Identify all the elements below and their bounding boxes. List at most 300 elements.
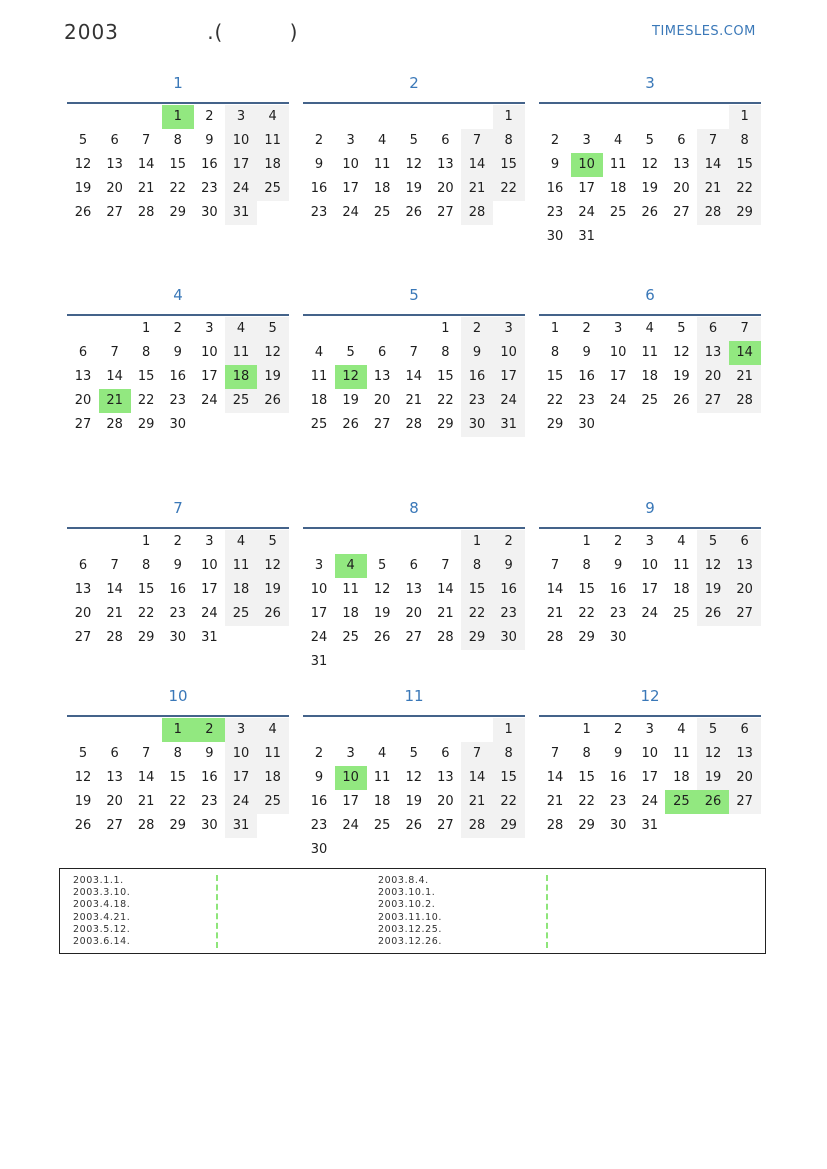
- day-cell: 27: [697, 389, 729, 413]
- month-rule: [303, 715, 525, 717]
- day-cell: 17: [493, 365, 525, 389]
- month-days-grid: [303, 530, 525, 680]
- day-cell: 2: [461, 317, 493, 341]
- day-cell: 11: [373, 770, 391, 785]
- day-cell: 19: [697, 766, 729, 790]
- day-cell: 19: [641, 181, 659, 196]
- month-title: 3: [645, 74, 655, 92]
- month-days-grid: [539, 718, 761, 868]
- day-cell: 28: [137, 205, 155, 220]
- day-cell: 16: [493, 578, 525, 602]
- day-cell: 11: [310, 369, 328, 384]
- day-cell: 2: [173, 534, 182, 549]
- day-cell: 27: [729, 790, 761, 814]
- day-cell: 29: [493, 814, 525, 838]
- day-cell: 27: [437, 205, 454, 220]
- day-cell: 10: [493, 341, 525, 365]
- day-cell: 17: [342, 181, 359, 196]
- day-cell: 23: [493, 602, 525, 626]
- day-cell: 8: [461, 554, 493, 578]
- day-cell: 8: [493, 129, 525, 153]
- day-cell: 30: [169, 417, 187, 432]
- day-cell: 29: [437, 417, 454, 432]
- day-cell: 15: [169, 770, 187, 785]
- holiday-day-cell: 14: [729, 341, 761, 365]
- day-cell: 7: [110, 558, 119, 573]
- day-cell: 22: [578, 794, 595, 809]
- day-cell: 25: [257, 177, 289, 201]
- day-cell: 21: [405, 393, 423, 408]
- day-cell: 19: [74, 794, 92, 809]
- day-cell: 26: [697, 602, 729, 626]
- day-cell: 23: [609, 794, 627, 809]
- day-cell: 22: [578, 606, 595, 621]
- day-cell: 29: [578, 630, 595, 645]
- legend-item: 2003.10.1.: [378, 887, 436, 899]
- day-cell: 10: [225, 129, 257, 153]
- day-cell: 1: [493, 718, 525, 742]
- day-cell: 30: [609, 630, 627, 645]
- month-title: 4: [173, 286, 183, 304]
- day-cell: 5: [645, 133, 654, 148]
- day-cell: 5: [78, 133, 88, 148]
- day-cell: 15: [137, 369, 155, 384]
- day-cell: 23: [201, 794, 218, 809]
- site-logo[interactable]: TIMESLES.COM: [652, 24, 756, 39]
- day-cell: 29: [578, 818, 595, 833]
- day-cell: 4: [225, 317, 257, 341]
- day-cell: 5: [409, 746, 418, 761]
- day-cell: 24: [342, 818, 359, 833]
- day-cell: 19: [697, 578, 729, 602]
- day-cell: 8: [142, 558, 151, 573]
- day-cell: 16: [201, 157, 218, 172]
- day-cell: 1: [493, 105, 525, 129]
- day-cell: 26: [74, 205, 92, 220]
- day-cell: 13: [437, 157, 454, 172]
- legend-item: 2003.12.25.: [378, 923, 443, 935]
- day-cell: 22: [493, 790, 525, 814]
- day-cell: 25: [342, 630, 359, 645]
- day-cell: 21: [546, 606, 564, 621]
- holiday-day-cell: 26: [697, 790, 729, 814]
- day-cell: 18: [225, 578, 257, 602]
- day-cell: 11: [225, 554, 257, 578]
- day-cell: 10: [225, 742, 257, 766]
- day-cell: 21: [137, 181, 155, 196]
- day-cell: 28: [546, 818, 564, 833]
- day-cell: 14: [461, 766, 493, 790]
- day-cell: 15: [493, 153, 525, 177]
- day-cell: 20: [405, 606, 423, 621]
- day-cell: 9: [314, 157, 324, 172]
- legend-column-right: [378, 875, 442, 948]
- day-cell: 5: [677, 321, 686, 336]
- day-cell: 16: [578, 369, 595, 384]
- month-title: 12: [640, 687, 660, 705]
- legend-item: 2003.8.4.: [378, 875, 429, 886]
- day-cell: 20: [673, 181, 690, 196]
- day-cell: 12: [641, 157, 659, 172]
- month-10: [67, 681, 289, 868]
- day-cell: 29: [546, 417, 564, 432]
- day-cell: 13: [74, 582, 92, 597]
- day-cell: 6: [441, 746, 450, 761]
- day-cell: 23: [310, 818, 328, 833]
- day-cell: 30: [546, 229, 564, 244]
- day-cell: 27: [729, 602, 761, 626]
- day-cell: 23: [201, 181, 218, 196]
- day-cell: 25: [673, 606, 690, 621]
- day-cell: 4: [645, 321, 654, 336]
- day-cell: 19: [257, 578, 289, 602]
- day-cell: 24: [609, 393, 627, 408]
- holiday-day-cell: 10: [571, 153, 603, 177]
- day-cell: 6: [441, 133, 450, 148]
- day-cell: 25: [225, 602, 257, 626]
- day-cell: 12: [405, 157, 423, 172]
- legend-column-left: [73, 875, 130, 948]
- day-cell: 12: [405, 770, 423, 785]
- day-cell: 13: [697, 341, 729, 365]
- day-cell: 7: [550, 558, 560, 573]
- day-cell: 19: [405, 181, 423, 196]
- month-title: 8: [409, 499, 419, 517]
- day-cell: 1: [461, 530, 493, 554]
- day-cell: 19: [257, 365, 289, 389]
- day-cell: 1: [142, 321, 151, 336]
- day-cell: 7: [461, 129, 493, 153]
- day-cell: 12: [697, 554, 729, 578]
- day-cell: 12: [74, 770, 92, 785]
- month-4: [67, 280, 289, 467]
- day-cell: 7: [441, 558, 450, 573]
- day-cell: 16: [609, 770, 627, 785]
- day-cell: 23: [578, 393, 595, 408]
- day-cell: 19: [342, 393, 359, 408]
- day-cell: 28: [106, 417, 123, 432]
- day-cell: 5: [409, 133, 418, 148]
- month-title: 7: [173, 499, 183, 517]
- day-cell: 30: [201, 818, 218, 833]
- day-cell: 9: [582, 345, 591, 360]
- day-cell: 22: [729, 177, 761, 201]
- holiday-day-cell: 1: [162, 105, 194, 129]
- legend-item: 2003.10.2.: [378, 899, 436, 911]
- month-days-grid: [67, 530, 289, 680]
- day-cell: 13: [729, 554, 761, 578]
- day-cell: 23: [461, 389, 493, 413]
- day-cell: 4: [677, 722, 686, 737]
- day-cell: 17: [578, 181, 595, 196]
- day-cell: 15: [546, 369, 564, 384]
- day-cell: 13: [729, 742, 761, 766]
- day-cell: 3: [582, 133, 591, 148]
- day-cell: 17: [201, 582, 218, 597]
- day-cell: 28: [729, 389, 761, 413]
- day-cell: 14: [106, 582, 123, 597]
- day-cell: 10: [310, 582, 328, 597]
- day-cell: 25: [373, 205, 391, 220]
- day-cell: 28: [137, 818, 155, 833]
- day-cell: 21: [137, 794, 155, 809]
- day-cell: 6: [110, 746, 119, 761]
- day-cell: 15: [437, 369, 454, 384]
- day-cell: 20: [729, 578, 761, 602]
- day-cell: 29: [137, 417, 155, 432]
- day-cell: 7: [461, 742, 493, 766]
- day-cell: 22: [169, 794, 187, 809]
- day-cell: 14: [137, 770, 155, 785]
- day-cell: 2: [614, 534, 623, 549]
- day-cell: 15: [729, 153, 761, 177]
- month-11: [303, 681, 525, 868]
- day-cell: 25: [641, 393, 659, 408]
- day-cell: 28: [437, 630, 454, 645]
- day-cell: 24: [225, 177, 257, 201]
- day-cell: 6: [78, 345, 88, 360]
- holiday-day-cell: 18: [225, 365, 257, 389]
- month-title: 6: [645, 286, 655, 304]
- day-cell: 21: [461, 177, 493, 201]
- legend-item: 2003.5.12.: [73, 923, 131, 935]
- day-cell: 25: [225, 389, 257, 413]
- month-rule: [539, 715, 761, 717]
- month-days-grid: [539, 105, 761, 255]
- day-cell: 10: [342, 157, 359, 172]
- day-cell: 24: [641, 794, 659, 809]
- month-rule: [67, 102, 289, 104]
- day-cell: 9: [173, 345, 182, 360]
- day-cell: 11: [641, 345, 659, 360]
- day-cell: 5: [257, 530, 289, 554]
- day-cell: 26: [405, 205, 423, 220]
- day-cell: 10: [609, 345, 627, 360]
- day-cell: 22: [461, 602, 493, 626]
- day-cell: 23: [310, 205, 328, 220]
- day-cell: 12: [373, 582, 391, 597]
- day-cell: 20: [106, 794, 123, 809]
- day-cell: 28: [697, 201, 729, 225]
- day-cell: 15: [461, 578, 493, 602]
- day-cell: 6: [677, 133, 686, 148]
- day-cell: 3: [314, 558, 324, 573]
- day-cell: 11: [225, 341, 257, 365]
- day-cell: 18: [641, 369, 659, 384]
- day-cell: 11: [257, 129, 289, 153]
- day-cell: 30: [578, 417, 595, 432]
- day-cell: 13: [673, 157, 690, 172]
- day-cell: 6: [78, 558, 88, 573]
- day-cell: 22: [137, 606, 155, 621]
- day-cell: 15: [137, 582, 155, 597]
- day-cell: 5: [697, 530, 729, 554]
- month-rule: [539, 314, 761, 316]
- day-cell: 22: [169, 181, 187, 196]
- day-cell: 24: [201, 393, 218, 408]
- day-cell: 22: [437, 393, 454, 408]
- day-cell: 6: [697, 317, 729, 341]
- legend-item: 2003.4.21.: [73, 911, 131, 923]
- month-rule: [303, 527, 525, 529]
- legend-item: 2003.1.1.: [73, 875, 124, 886]
- day-cell: 18: [257, 153, 289, 177]
- day-cell: 20: [437, 181, 454, 196]
- day-cell: 27: [74, 630, 92, 645]
- day-cell: 24: [493, 389, 525, 413]
- day-cell: 8: [142, 345, 151, 360]
- day-cell: 17: [641, 582, 659, 597]
- day-cell: 9: [461, 341, 493, 365]
- day-cell: 29: [137, 630, 155, 645]
- day-cell: 7: [729, 317, 761, 341]
- day-cell: 18: [373, 794, 391, 809]
- month-3: [539, 68, 761, 255]
- day-cell: 23: [546, 205, 564, 220]
- month-5: [303, 280, 525, 467]
- day-cell: 18: [373, 181, 391, 196]
- day-cell: 7: [110, 345, 119, 360]
- day-cell: 19: [673, 369, 690, 384]
- day-cell: 29: [729, 201, 761, 225]
- holiday-day-cell: 10: [335, 766, 367, 790]
- day-cell: 25: [257, 790, 289, 814]
- month-9: [539, 493, 761, 680]
- day-cell: 17: [225, 766, 257, 790]
- month-rule: [539, 102, 761, 104]
- day-cell: 2: [582, 321, 591, 336]
- day-cell: 31: [225, 814, 257, 838]
- day-cell: 2: [493, 530, 525, 554]
- day-cell: 8: [550, 345, 560, 360]
- month-days-grid: [303, 317, 525, 467]
- day-cell: 4: [257, 105, 289, 129]
- day-cell: 12: [74, 157, 92, 172]
- month-rule: [303, 102, 525, 104]
- day-cell: 4: [314, 345, 324, 360]
- day-cell: 19: [373, 606, 391, 621]
- day-cell: 12: [257, 554, 289, 578]
- day-cell: 19: [74, 181, 92, 196]
- day-cell: 1: [550, 321, 560, 336]
- day-cell: 16: [310, 794, 328, 809]
- day-cell: 10: [201, 345, 218, 360]
- month-days-grid: [303, 718, 525, 868]
- day-cell: 20: [106, 181, 123, 196]
- day-cell: 4: [614, 133, 623, 148]
- day-cell: 7: [697, 129, 729, 153]
- day-cell: 30: [201, 205, 218, 220]
- day-cell: 15: [493, 766, 525, 790]
- day-cell: 25: [373, 818, 391, 833]
- day-cell: 21: [546, 794, 564, 809]
- day-cell: 9: [314, 770, 324, 785]
- day-cell: 14: [106, 369, 123, 384]
- day-cell: 21: [729, 365, 761, 389]
- day-cell: 20: [373, 393, 391, 408]
- month-title: 1: [173, 74, 183, 92]
- day-cell: 1: [729, 105, 761, 129]
- day-cell: 13: [106, 157, 123, 172]
- day-cell: 23: [609, 606, 627, 621]
- day-cell: 6: [729, 530, 761, 554]
- day-cell: 2: [314, 133, 324, 148]
- day-cell: 26: [673, 393, 690, 408]
- day-cell: 28: [546, 630, 564, 645]
- day-cell: 5: [346, 345, 355, 360]
- day-cell: 27: [437, 818, 454, 833]
- day-cell: 17: [342, 794, 359, 809]
- holiday-legend: [59, 868, 766, 954]
- month-8: [303, 493, 525, 680]
- day-cell: 9: [614, 746, 623, 761]
- day-cell: 10: [201, 558, 218, 573]
- day-cell: 27: [405, 630, 423, 645]
- day-cell: 30: [310, 842, 328, 857]
- day-cell: 9: [173, 558, 182, 573]
- day-cell: 30: [493, 626, 525, 650]
- day-cell: 17: [310, 606, 328, 621]
- day-cell: 5: [257, 317, 289, 341]
- day-cell: 21: [106, 606, 123, 621]
- month-rule: [67, 715, 289, 717]
- day-cell: 13: [405, 582, 423, 597]
- day-cell: 7: [142, 746, 151, 761]
- day-cell: 24: [225, 790, 257, 814]
- day-cell: 17: [609, 369, 627, 384]
- day-cell: 21: [697, 177, 729, 201]
- day-cell: 11: [373, 157, 391, 172]
- holiday-day-cell: 4: [335, 554, 367, 578]
- day-cell: 8: [441, 345, 450, 360]
- day-cell: 22: [546, 393, 564, 408]
- day-cell: 12: [257, 341, 289, 365]
- day-cell: 18: [342, 606, 359, 621]
- month-rule: [539, 527, 761, 529]
- month-days-grid: [67, 317, 289, 467]
- day-cell: 6: [409, 558, 418, 573]
- day-cell: 14: [546, 582, 564, 597]
- day-cell: 4: [378, 746, 387, 761]
- legend-item: 2003.4.18.: [73, 899, 131, 911]
- day-cell: 26: [257, 389, 289, 413]
- day-cell: 2: [205, 109, 214, 124]
- day-cell: 13: [373, 369, 391, 384]
- day-cell: 6: [110, 133, 119, 148]
- holiday-day-cell: 21: [99, 389, 131, 413]
- day-cell: 9: [205, 133, 214, 148]
- day-cell: 12: [673, 345, 690, 360]
- day-cell: 18: [609, 181, 627, 196]
- month-rule: [303, 314, 525, 316]
- day-cell: 31: [578, 229, 595, 244]
- day-cell: 20: [697, 365, 729, 389]
- legend-divider: [546, 875, 548, 948]
- day-cell: 29: [461, 626, 493, 650]
- day-cell: 9: [614, 558, 623, 573]
- page-title: 2003 .( ): [64, 20, 299, 44]
- day-cell: 10: [641, 746, 659, 761]
- day-cell: 27: [106, 818, 123, 833]
- holiday-day-cell: 2: [193, 718, 225, 742]
- day-cell: 24: [310, 630, 328, 645]
- month-7: [67, 493, 289, 680]
- legend-item: 2003.12.26.: [378, 935, 443, 947]
- day-cell: 21: [461, 790, 493, 814]
- day-cell: 5: [78, 746, 88, 761]
- day-cell: 10: [641, 558, 659, 573]
- day-cell: 26: [342, 417, 359, 432]
